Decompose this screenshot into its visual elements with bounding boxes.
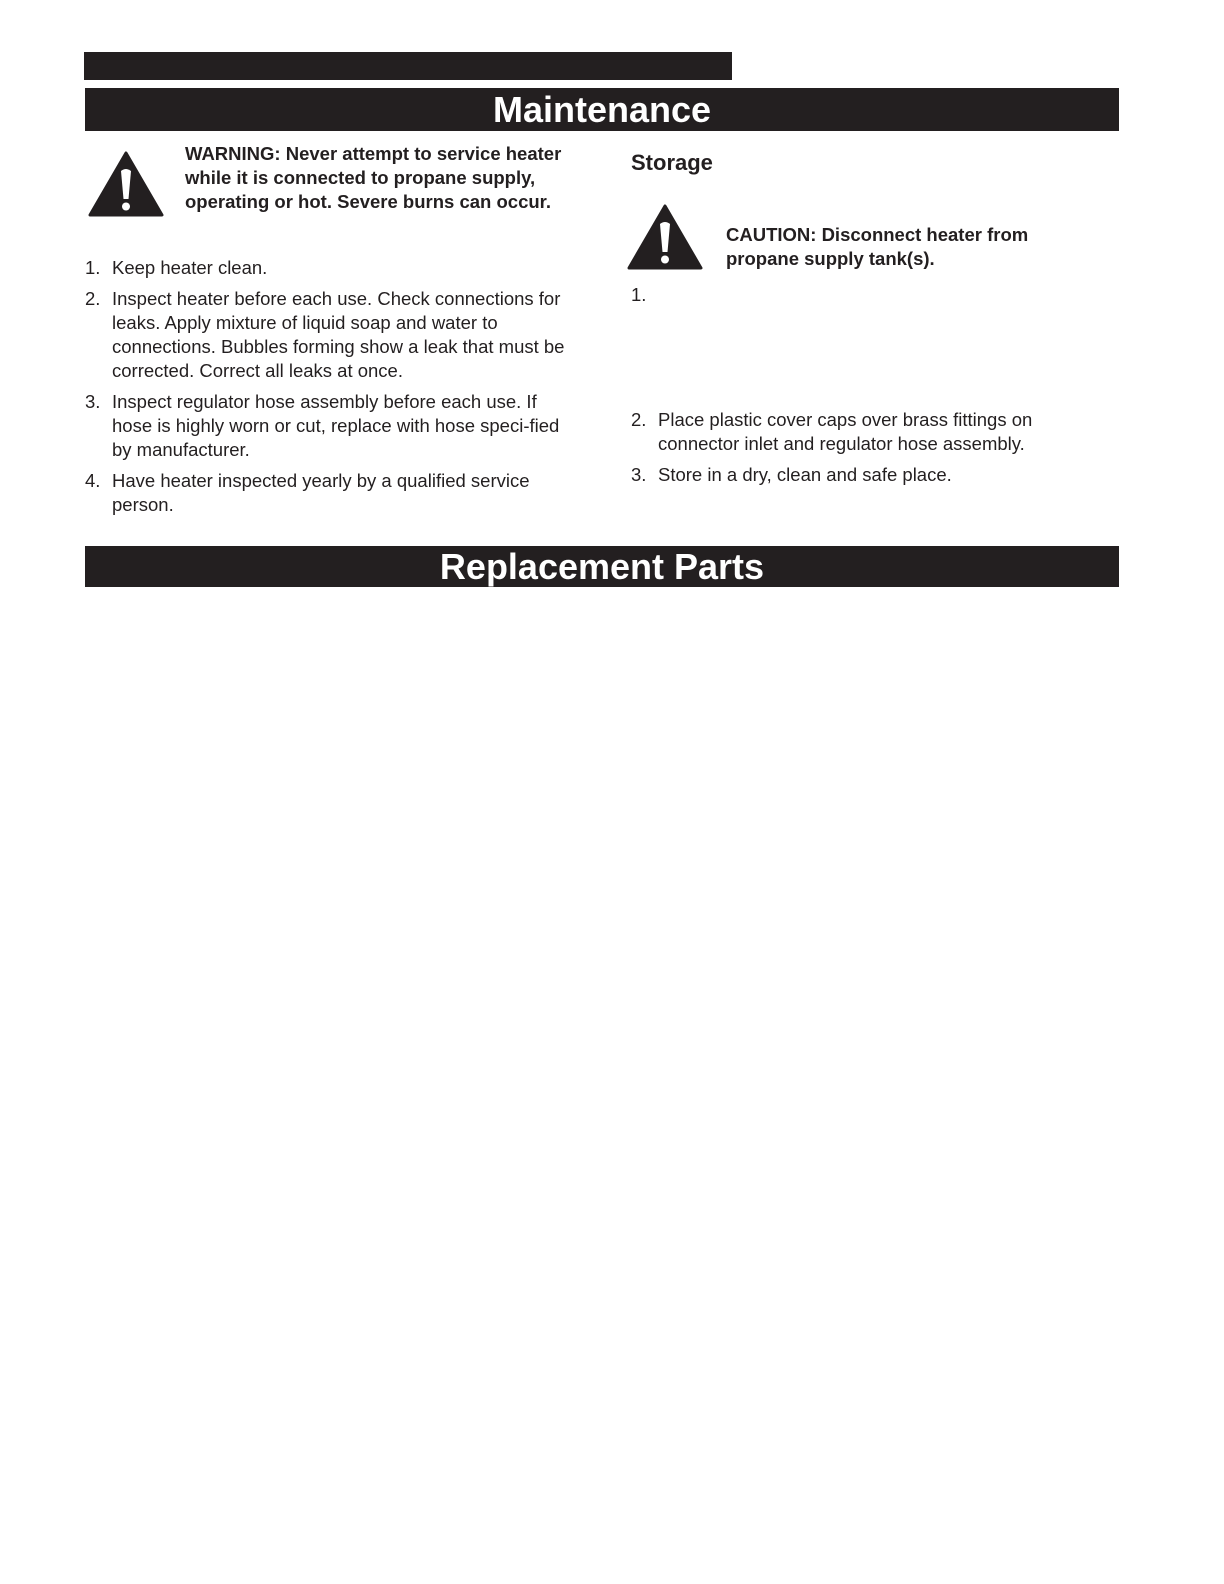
maintenance-steps-list [85,256,573,524]
list-item [85,256,573,280]
header-bar [84,52,732,80]
storage-caution-text: CAUTION: Disconnect heater from propane supply tank(s). [726,224,1029,269]
step-number: 3. [85,391,101,412]
step-text: Inspect regulator hose assembly before each use. If hose is highly worn or cut, replace with hose speci-fied by manufacturer. [112,391,560,460]
storage-steps-list [631,408,1091,494]
step-number: 2. [631,409,647,430]
step-text: Store in a dry, clean and safe place. [658,464,952,485]
caution-triangle-icon [627,204,703,270]
step-number: 1. [631,284,647,305]
step-text: Have heater inspected yearly by a qualified service person. [112,470,530,515]
step-number: 1. [85,257,101,278]
step-text: Place plastic cover caps over brass fittings on connector inlet and regulator hose assembly. [658,409,1033,454]
warning-triangle-icon [88,151,164,217]
step-number: 2. [85,288,101,309]
step-number: 4. [85,470,101,491]
list-item [631,463,1091,487]
step-text: Keep heater clean. [112,257,268,278]
maintenance-heading: Maintenance [85,88,1119,131]
step-number: 3. [631,464,647,485]
replacement-parts-heading: Replacement Parts [85,546,1119,587]
step-text: Inspect heater before each use. Check connections for leaks. Apply mixture of liquid soap and water to connections. Bubbles forming show a leak that must be corrected. Correct all leaks at once. [112,288,565,381]
maintenance-warning-text: WARNING: Never attempt to service heater while it is connected to propane supply, operating or hot. Severe burns can occur. [185,143,562,212]
list-item [85,287,573,383]
list-item [631,408,1091,456]
list-item [85,390,573,462]
storage-heading: Storage [631,150,713,175]
list-item [85,469,573,517]
